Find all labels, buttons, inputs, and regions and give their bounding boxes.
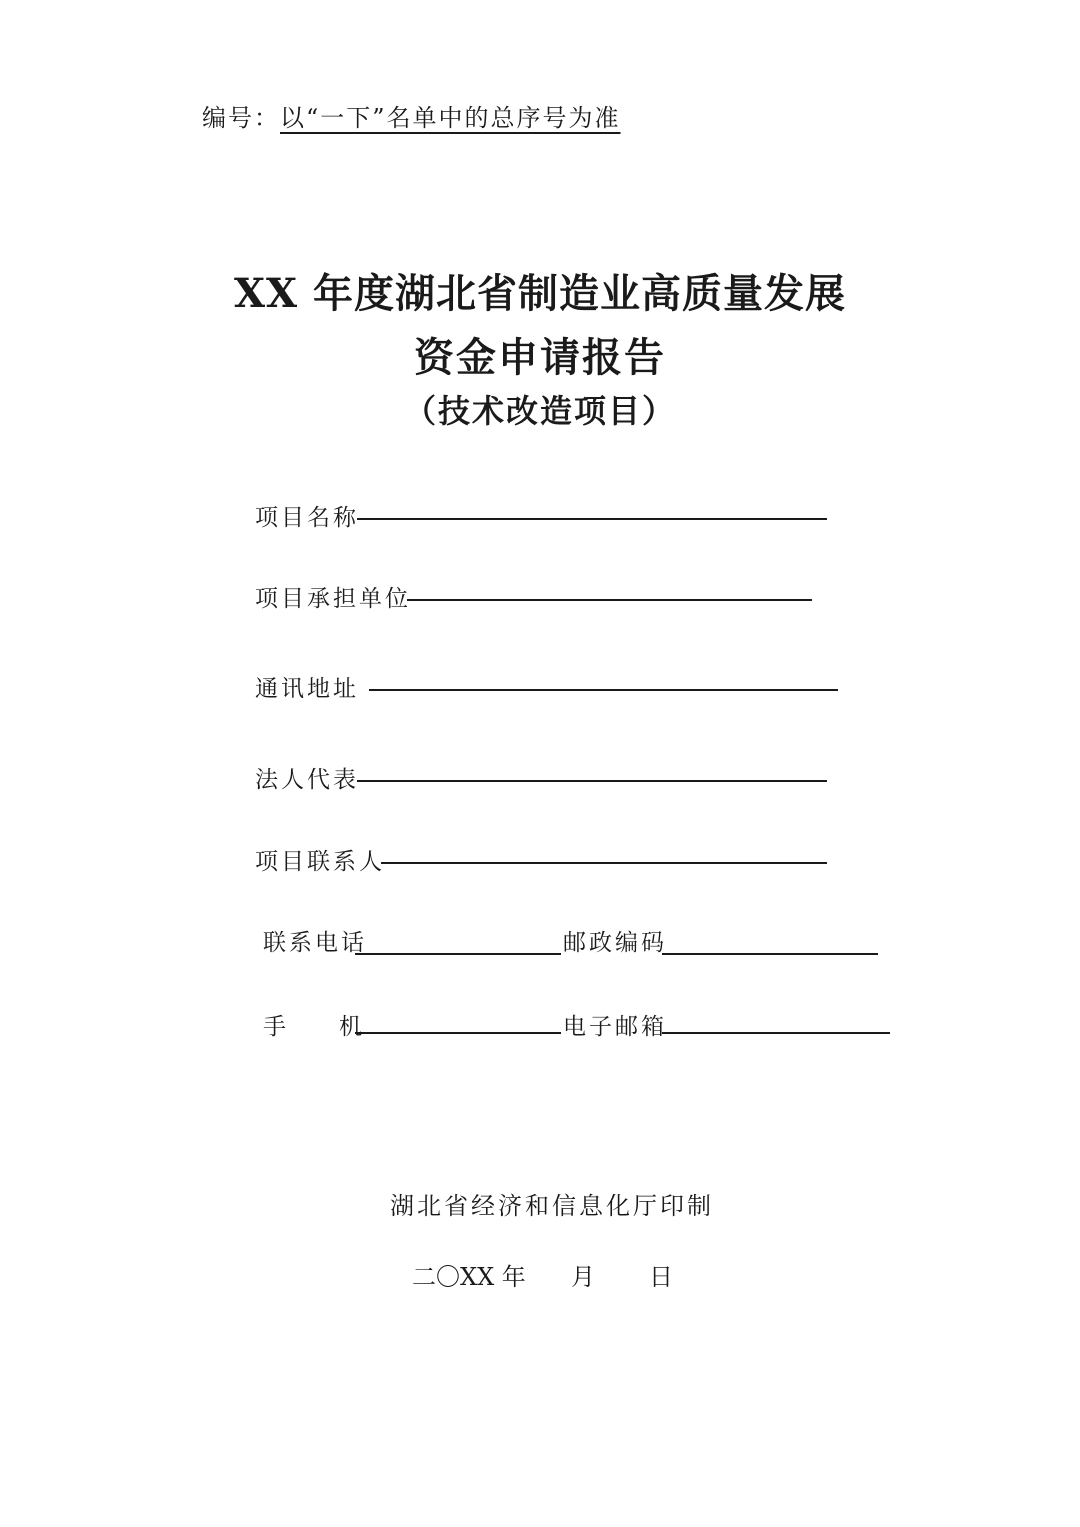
document-title-line2: 资金申请报告 (414, 334, 666, 381)
address-label: 通讯地址 (255, 676, 359, 702)
date-year: 二〇XX 年 (412, 1263, 526, 1291)
undertaking-unit-label: 项目承担单位 (255, 586, 411, 612)
project-name-field[interactable] (357, 518, 827, 520)
undertaking-unit-field[interactable] (407, 599, 812, 601)
date-day: 日 (649, 1263, 673, 1291)
contact-person-label: 项目联系人 (255, 849, 385, 875)
postcode-field[interactable] (662, 953, 878, 955)
email-label: 电子邮箱 (563, 1014, 667, 1040)
serial-value: 以“一下”名单中的总序号为准 (280, 104, 621, 132)
date-month: 月 (571, 1263, 595, 1291)
mobile-field[interactable] (355, 1032, 561, 1034)
legal-rep-label: 法人代表 (255, 767, 359, 793)
document-title: XX 年度湖北省制造业高质量发展 (234, 270, 846, 317)
serial-label: 编号： (202, 104, 280, 132)
phone-field[interactable] (355, 953, 561, 955)
issuer-text: 湖北省经济和信息化厅印制 (390, 1192, 714, 1220)
legal-rep-field[interactable] (357, 780, 827, 782)
mobile-label-first: 手 (263, 1014, 289, 1040)
phone-label: 联系电话 (263, 930, 367, 956)
project-name-label: 项目名称 (255, 505, 359, 531)
serial-number (202, 98, 621, 133)
postcode-label: 邮政编码 (563, 930, 667, 956)
email-field[interactable] (662, 1032, 890, 1034)
address-field[interactable] (369, 689, 838, 691)
document-subtitle: （技术改造项目） (403, 392, 676, 430)
contact-person-field[interactable] (381, 862, 827, 864)
mobile-label-second: 机 (339, 1014, 365, 1040)
